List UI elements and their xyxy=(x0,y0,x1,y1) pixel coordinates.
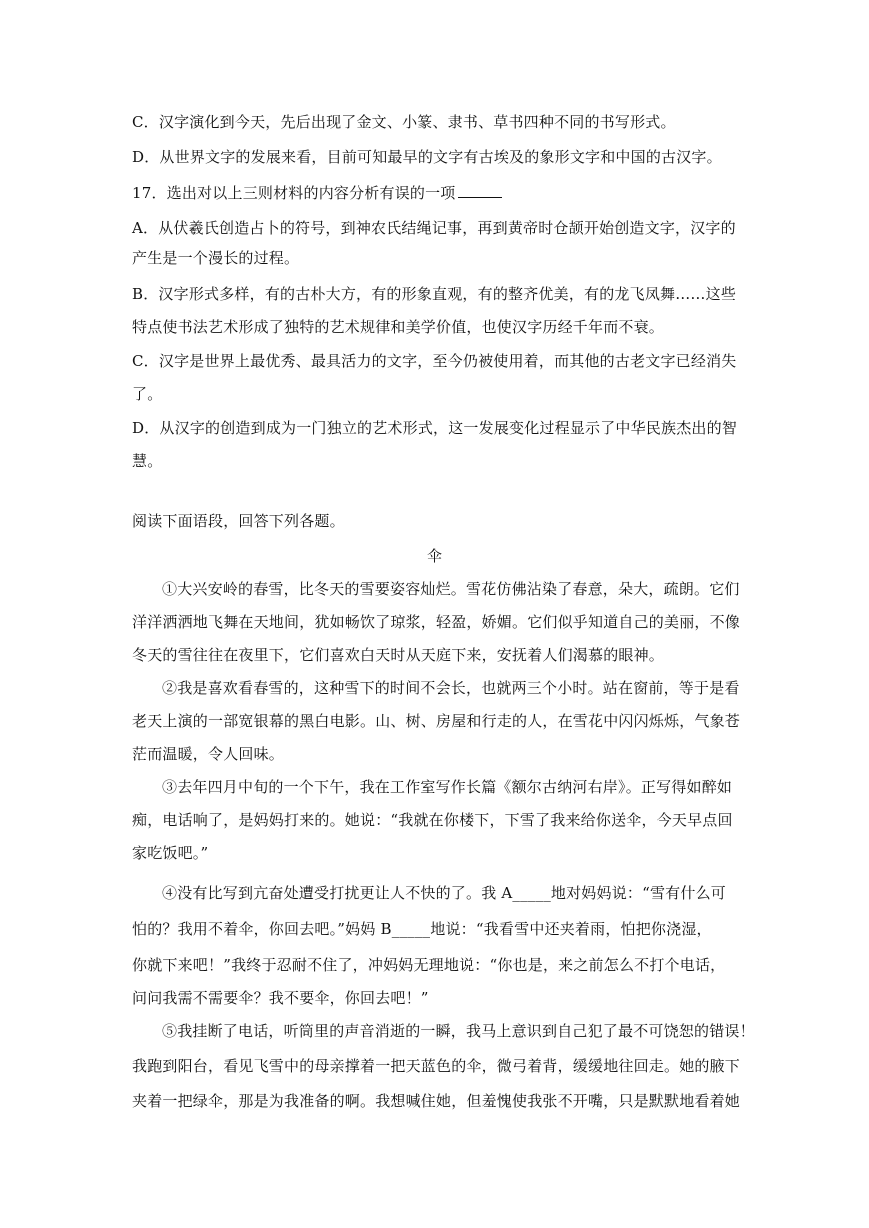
q17-stem xyxy=(132,183,502,203)
reading-instruction: 阅读下面语段，回答下列各题。 xyxy=(132,512,345,530)
paragraph-2-line-2: 老天上演的一部宽银幕的黑白电影。山、树、房屋和行走的人，在雪花中闪闪烁烁，气象苍 xyxy=(132,712,741,730)
paragraph-3-line-1: ③去年四月中旬的一个下午，我在工作室写作长篇《额尔古纳河右岸》。正写得如醉如 xyxy=(162,778,733,796)
q17-option-c-line1: C．汉字是世界上最优秀、最具活力的文字，至今仍被使用着，而其他的古老文字已经消失 xyxy=(132,352,737,370)
q17-option-a-line2: 产生是一个漫长的过程。 xyxy=(132,249,300,267)
q17-option-d-line1: D．从汉字的创造到成为一门独立的艺术形式，这一发展变化过程显示了中华民族杰出的智 xyxy=(132,419,738,437)
q17-option-b-line1: B．汉字形式多样，有的古朴大方，有的形象直观，有的整齐优美，有的龙飞凤舞……这些 xyxy=(132,285,737,303)
q17-option-b-line2: 特点使书法艺术形成了独特的艺术规律和美学价值，也使汉字历经千年而不衰。 xyxy=(132,318,665,336)
paragraph-5-line-2: 我跑到阳台，看见飞雪中的母亲撑着一把天蓝色的伞，微弓着背，缓缓地往回走。她的腋下 xyxy=(132,1057,741,1075)
paragraph-4-line-1: ④没有比写到亢奋处遭受打扰更让人不快的了。我 A_____地对妈妈说：“雪有什么可 xyxy=(162,884,726,902)
paragraph-2-line-1: ②我是喜欢看春雪的，这种雪下的时间不会长，也就两三个小时。站在窗前，等于是看 xyxy=(162,679,740,697)
q17-option-d-line2: 慧。 xyxy=(132,452,163,470)
paragraph-2-line-3: 茫而温暖，令人回味。 xyxy=(132,745,285,763)
paragraph-1-line-1: ①大兴安岭的春雪，比冬天的雪要姿容灿烂。雪花仿佛沾染了春意，朵大，疏朗。它们 xyxy=(162,580,740,598)
q16-option-d: D．从世界文字的发展来看，目前可知最早的文字有古埃及的象形文字和中国的古汉字。 xyxy=(132,148,722,166)
paragraph-5-line-1: ⑤我挂断了电话，听筒里的声音消逝的一瞬，我马上意识到自己犯了最不可饶恕的错误！ xyxy=(162,1022,755,1040)
passage-title: 伞 xyxy=(426,547,442,565)
answer-blank xyxy=(458,183,502,198)
paragraph-4-line-2: 怕的？我用不着伞，你回去吧。”妈妈 B_____地说：“我看雪中还夹着雨，怕把你浇湿， xyxy=(132,920,712,938)
q16-option-c: C．汉字演化到今天，先后出现了金文、小篆、隶书、草书四种不同的书写形式。 xyxy=(132,113,676,131)
paragraph-4-line-3: 你就下来吧！”我终于忍耐不住了，冲妈妈无理地说：“你也是，来之前怎么不打个电话， xyxy=(132,956,726,974)
paragraph-1-line-2: 洋洋洒洒地飞舞在天地间，犹如畅饮了琼浆，轻盈，娇媚。它们似乎知道自己的美丽，不像 xyxy=(132,613,741,631)
q17-option-a-line1: A．从伏羲氏创造占卜的符号，到神农氏结绳记事，再到黄帝时仓颉开始创造文字，汉字的 xyxy=(132,219,736,237)
paragraph-3-line-3: 家吃饭吧。” xyxy=(132,844,209,862)
q17-option-c-line2: 了。 xyxy=(132,385,163,403)
paragraph-3-line-2: 痴，电话响了，是妈妈打来的。她说：“我就在你楼下，下雪了我来给你送伞，今天早点回 xyxy=(132,811,733,829)
paragraph-1-line-3: 冬天的雪往往在夜里下，它们喜欢白天时从天庭下来，安抚着人们渴慕的眼神。 xyxy=(132,646,665,664)
paragraph-5-line-3: 夹着一把绿伞，那是为我准备的啊。我想喊住她，但羞愧使我张不开嘴，只是默默地看着她 xyxy=(132,1092,741,1110)
q17-stem-text: 17．选出对以上三则材料的内容分析有误的一项 xyxy=(132,184,456,202)
paragraph-4-line-4: 问问我需不需要伞？我不要伞，你回去吧！” xyxy=(132,989,429,1007)
